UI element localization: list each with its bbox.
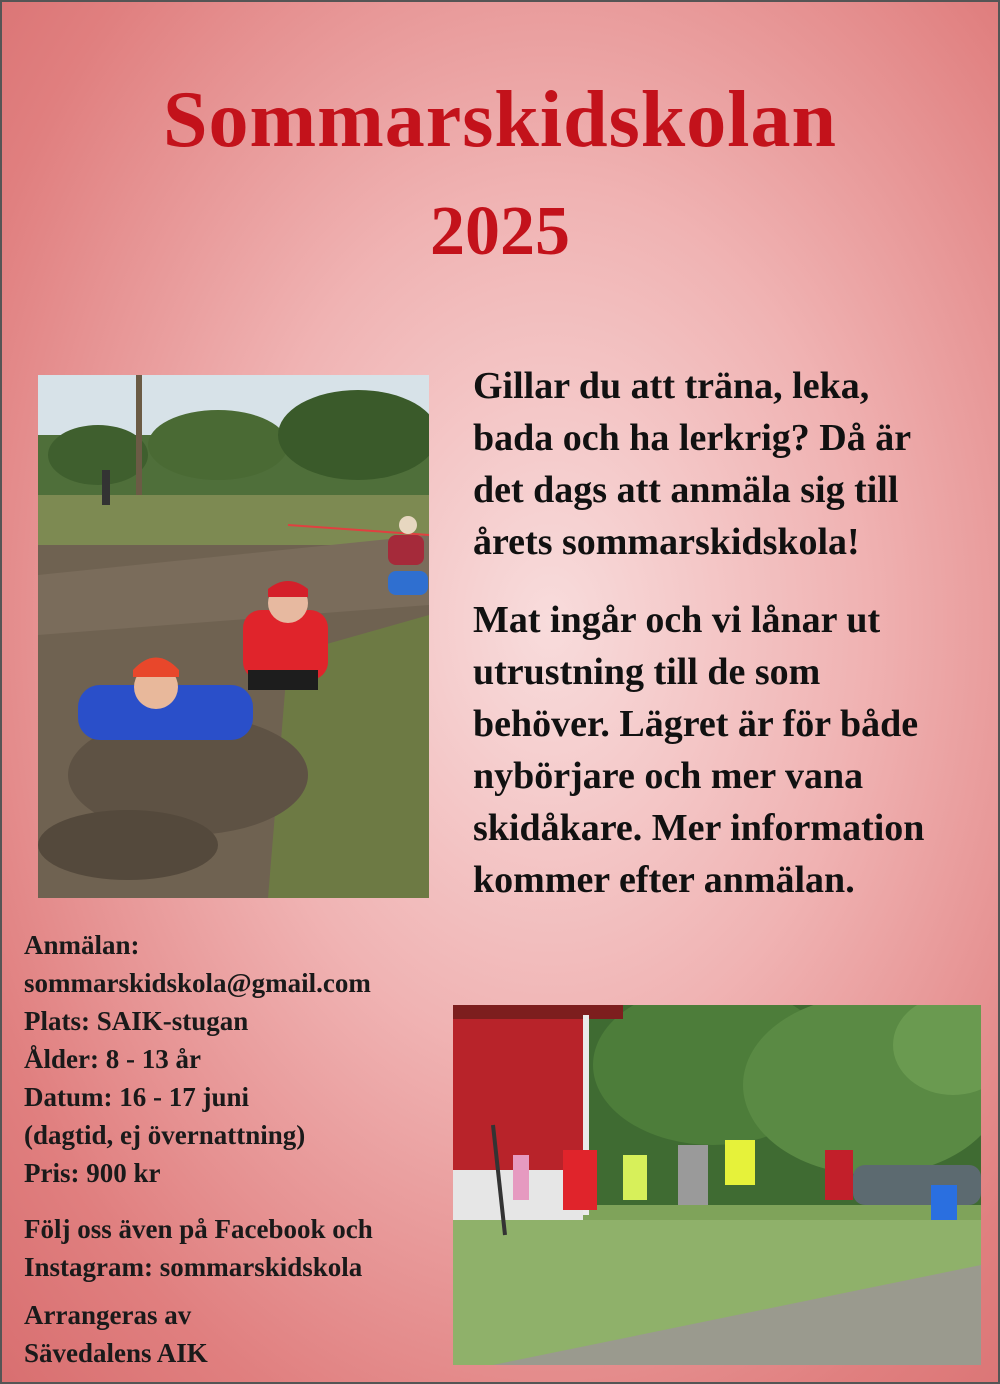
- camp-details: [24, 926, 371, 1192]
- date: Datum: 16 - 17 juni: [24, 1082, 250, 1112]
- poster-title: Sommarskidskolan: [163, 76, 837, 164]
- date-note: (dagtid, ej övernattning): [24, 1120, 306, 1150]
- signup-email: sommarskidskola@gmail.com: [24, 968, 371, 998]
- intro-paragraph-1: Gillar du att träna, leka, bada och ha lerkrig? Då är det dags att anmäla sig till årets sommarskidskola!: [473, 365, 912, 563]
- price: Pris: 900 kr: [24, 1158, 161, 1188]
- kids-mud-crawl-photo: [38, 375, 429, 898]
- kids-roller-ski-group-photo: [453, 1005, 981, 1365]
- intro-paragraph-2: Mat ingår och vi lånar ut utrustning till de som behöver. Lägret är för både nybörjare och mer vana skidåkare. Mer information kommer efter anmälan.: [473, 599, 925, 901]
- social-info: Följ oss även på Facebook och Instagram: sommarskidskola: [24, 1214, 373, 1282]
- signup-label: Anmälan:: [24, 930, 140, 960]
- organizer-info: Arrangeras av Sävedalens AIK: [24, 1300, 208, 1368]
- place: Plats: SAIK-stugan: [24, 1006, 249, 1036]
- poster-year: 2025: [430, 193, 570, 270]
- age: Ålder: 8 - 13 år: [24, 1044, 201, 1074]
